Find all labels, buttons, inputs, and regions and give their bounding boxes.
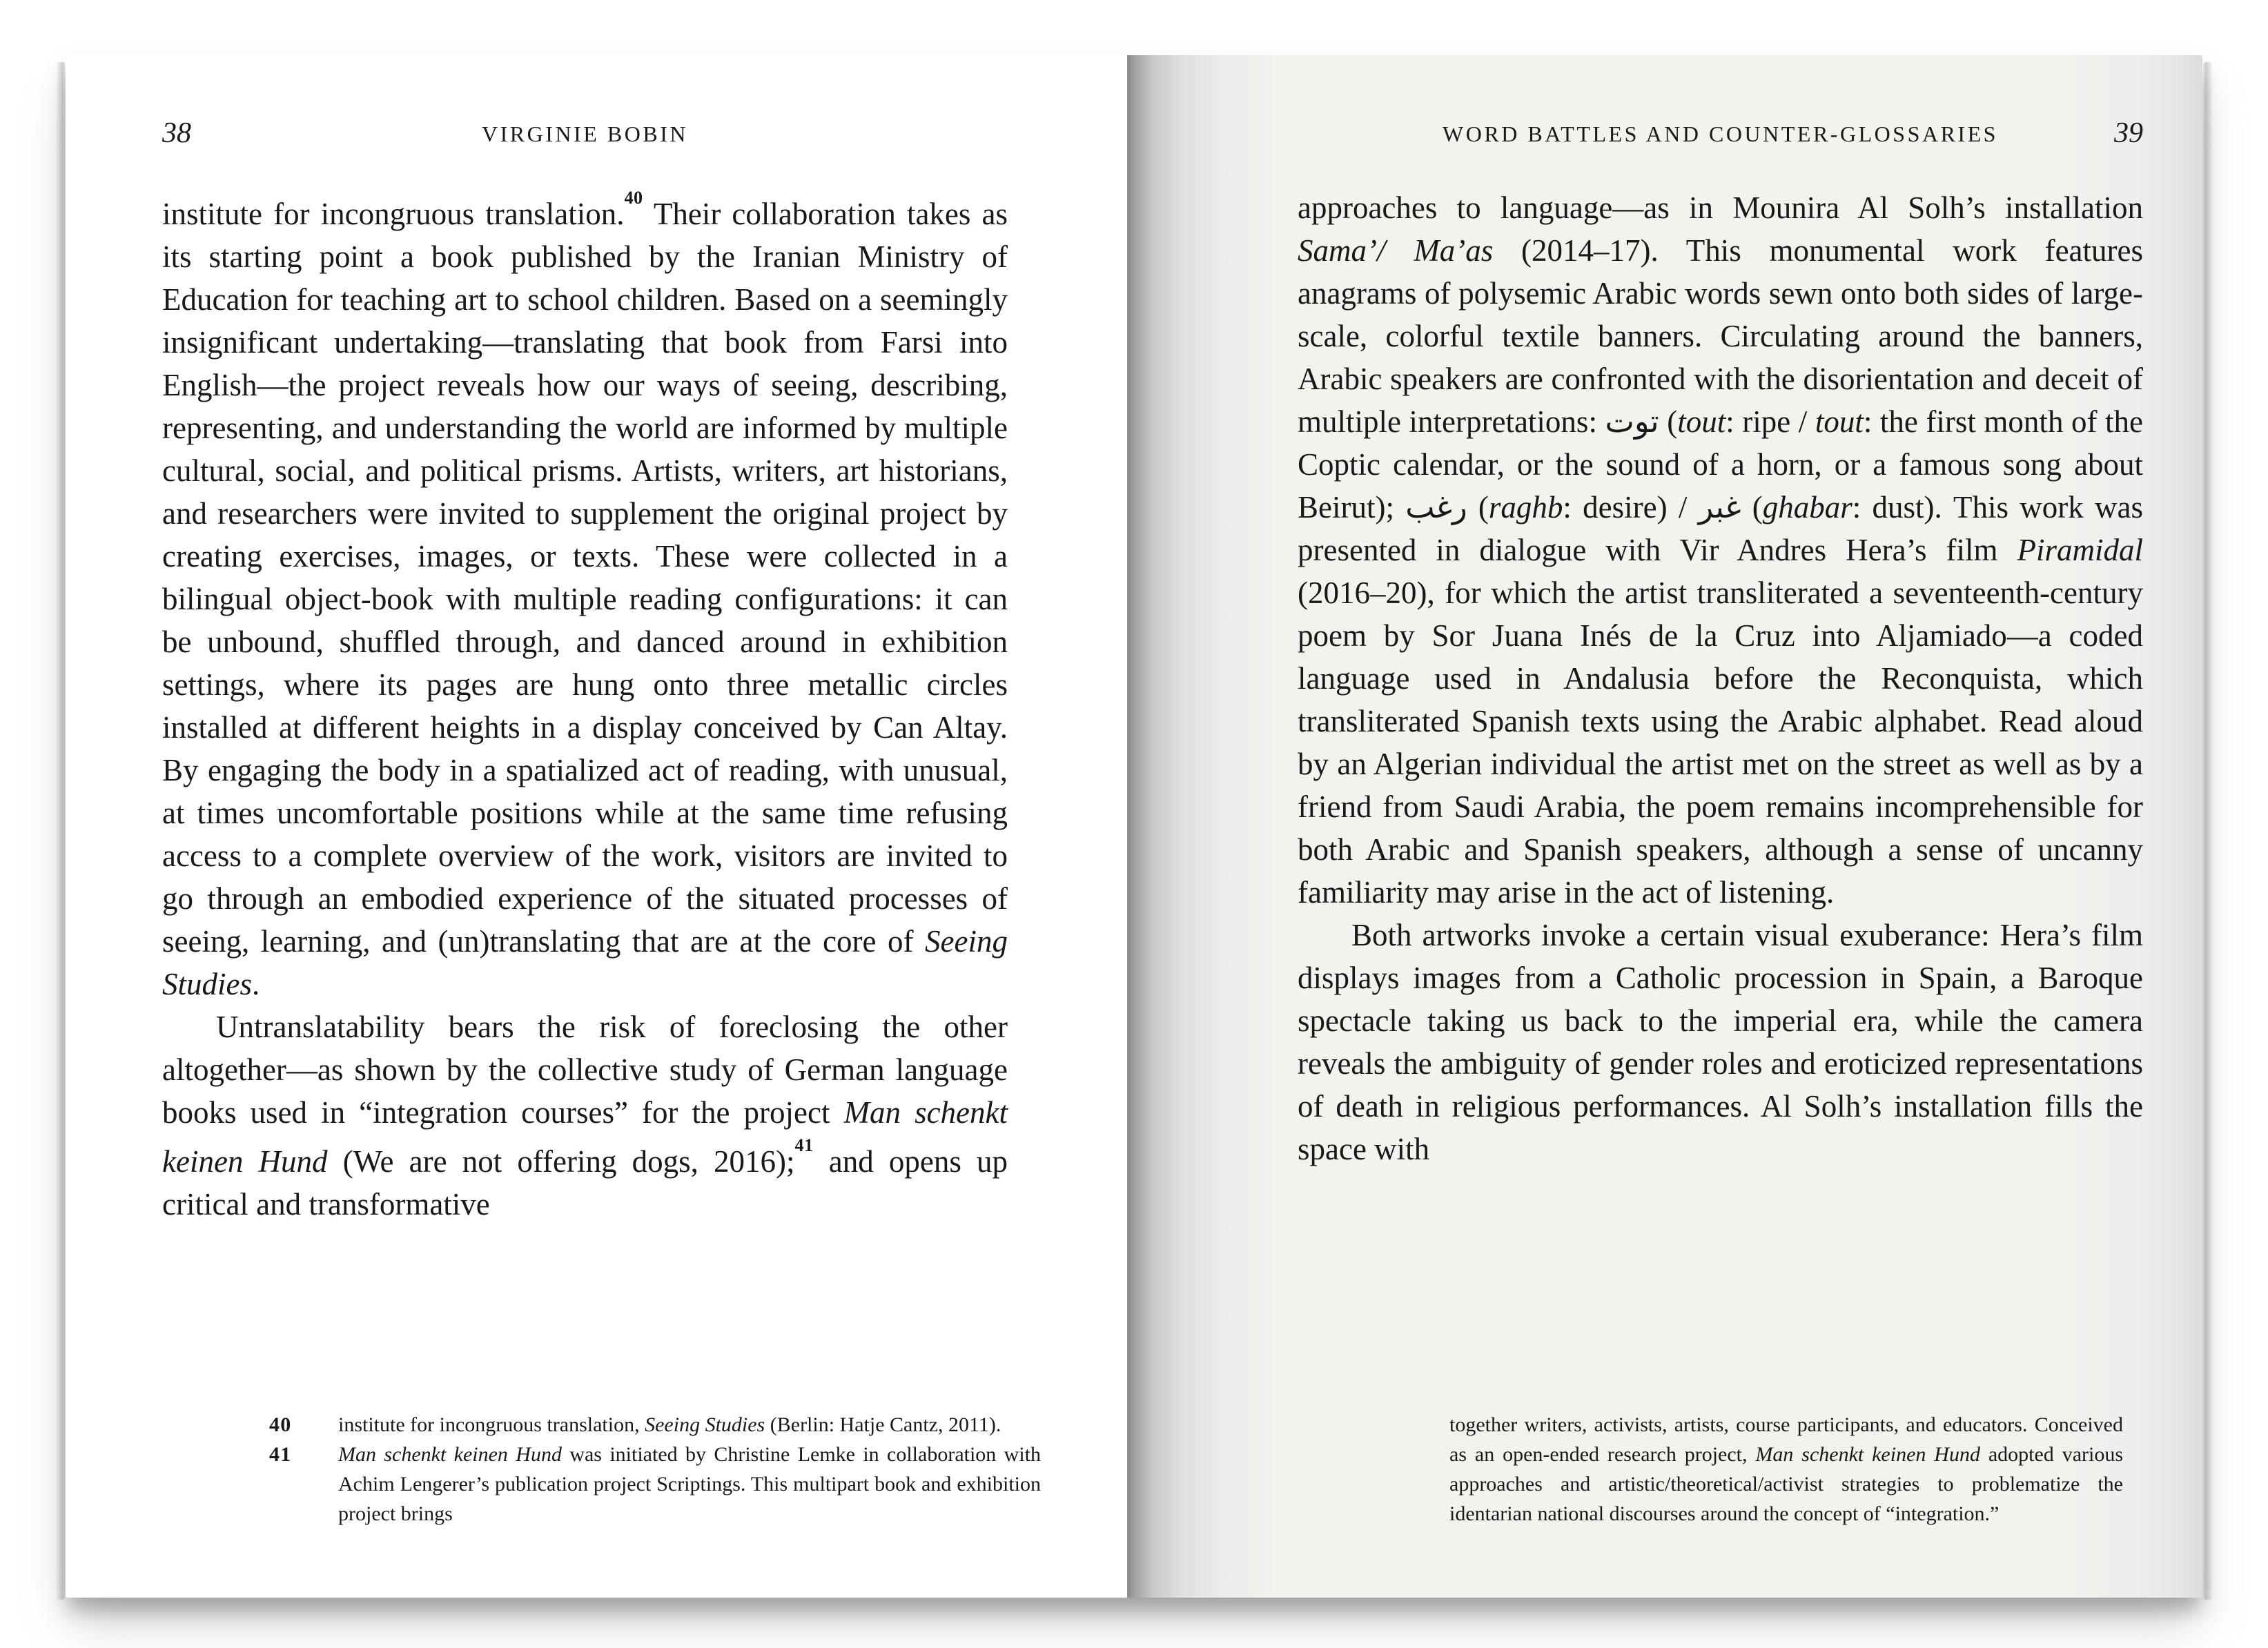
footnote-marker-40: 40 xyxy=(624,187,643,208)
footnote-number: 41 xyxy=(269,1443,292,1466)
italic-run: ghabar xyxy=(1762,490,1852,524)
page-number: 39 xyxy=(2114,117,2143,149)
italic-run: Piramidal xyxy=(2017,533,2143,567)
footnote-41 xyxy=(269,1440,1041,1529)
italic-run: Man schenkt keinen Hund xyxy=(162,1095,1008,1179)
italic-run: Man schenkt keinen Hund xyxy=(338,1443,562,1466)
text-run: adopted various approaches and artistic/theoretical/activist strategies to problematize the identarian national discourses around the concept of “integration.” xyxy=(1449,1443,2124,1525)
right-page-body xyxy=(1298,186,2143,1170)
text-run: (Berlin: Hatje Cantz, 2011). xyxy=(765,1413,1001,1436)
text-run: . xyxy=(252,967,260,1001)
body-paragraph xyxy=(1298,186,2143,914)
running-head: WORD BATTLES AND COUNTER-GLOSSARIES xyxy=(1443,121,1998,146)
body-paragraph xyxy=(1298,914,2143,1170)
italic-run: tout xyxy=(1677,404,1726,439)
page-stack-edge-left xyxy=(56,62,66,1600)
italic-run: Seeing Studies xyxy=(162,924,1008,1001)
text-run: approaches to language—as in Mounira Al Solh’s installation xyxy=(1298,190,2143,225)
italic-run: tout xyxy=(1815,404,1864,439)
left-page-body xyxy=(162,186,1008,1226)
italic-run: Man schenkt keinen Hund xyxy=(1755,1443,1980,1466)
italic-run: raghb xyxy=(1488,490,1563,524)
book-spread xyxy=(66,55,2202,1598)
text-run: institute for incongruous translation. xyxy=(162,197,625,231)
text-run: and opens up critical and transformative xyxy=(162,1144,1008,1222)
text-run: Their collaboration takes as its starting point a book published by the Iranian Ministry of Education for teaching art to school children. Based on a seemingly insignificant undertaking—translating that book from Farsi into English—the project reveals how our ways of seeing, describing, representing, and understanding the world are informed by multiple cultural, social, and political prisms. Artists, writers, art historians, and researchers were invited to supplement the original project by creating exercises, images, or texts. These were collected in a bilingual object-book with multiple reading configurations: it can be unbound, shuffled through, and danced around in exhibition settings, where its pages are hung onto three metallic circles installed at different heights in a display conceived by Can Altay. By engaging the body in a spatialized act of reading, with unusual, at times uncomfortable positions while at the same time refusing access to a complete overview of the work, visitors are invited to go through an embodied experience of the situated processes of seeing, learning, and (un)translating that are at the core of xyxy=(162,197,1008,959)
footnote-40 xyxy=(269,1410,1041,1440)
text-run: together writers, activists, artists, course participants, and educators. Conceived as an open-ended research project, xyxy=(1449,1413,2123,1466)
text-run: (2014–17). This monumental work features anagrams of polysemic Arabic words sewn onto both sides of large-scale, colorful textile banners. Circulating around the banners, Arabic speakers are confronted with the disorientation and deceit of multiple interpretations: توت ( xyxy=(1298,233,2143,439)
text-run: Both artworks invoke a certain visual exuberance: Hera’s film displays images from a Catholic procession in Spain, a Baroque spectacle taking us back to the imperial era, while the camera reveals the ambiguity of gender roles and eroticized representations of death in religious performances. Al Solh’s installation fills the space with xyxy=(1298,918,2143,1166)
text-run: institute for incongruous translation, xyxy=(338,1413,645,1436)
running-head: VIRGINIE BOBIN xyxy=(481,121,689,146)
right-page-header xyxy=(1298,113,2143,155)
right-page-footnotes xyxy=(1449,1410,2123,1529)
left-page xyxy=(66,55,1127,1598)
text-run: Untranslatability bears the risk of foreclosing the other altogether—as shown by the collective study of German language books used in “integration courses” for the project xyxy=(162,1010,1008,1130)
italic-run: Sama’/ Ma’as xyxy=(1298,233,1494,268)
footnote-marker-41: 41 xyxy=(794,1135,814,1155)
body-paragraph xyxy=(162,186,1008,1006)
text-run: : dust). This work was presented in dialogue with Vir Andres Hera’s film xyxy=(1298,490,2143,567)
left-page-footnotes xyxy=(269,1410,1041,1529)
text-run: (We are not offering dogs, 2016); xyxy=(327,1144,795,1179)
footnote-text xyxy=(338,1440,1041,1529)
text-run: : ripe / xyxy=(1726,404,1815,439)
page-number: 38 xyxy=(162,117,191,149)
page-stack-edge-right xyxy=(2203,62,2213,1600)
right-page xyxy=(1127,55,2202,1598)
footnote-text xyxy=(338,1410,1041,1440)
footnote-41-continuation xyxy=(1449,1410,2123,1529)
text-run: : the first month of the Coptic calendar, or the sound of a horn, or a famous song about Beirut); رغب ( xyxy=(1298,404,2143,524)
text-run: : desire) / غبر ( xyxy=(1563,490,1763,524)
text-run: (2016–20), for which the artist transliterated a seventeenth-century poem by Sor Juana Inés de la Cruz into Aljamiado—a coded language used in Andalusia before the Reconquista, which transliterated Spanish texts using the Arabic alphabet. Read aloud by an Algerian individual the artist met on the street as well as by a friend from Saudi Arabia, the poem remains incomprehensible for both Arabic and Spanish speakers, although a sense of uncanny familiarity may arise in the act of listening. xyxy=(1298,576,2143,910)
text-run: was initiated by Christine Lemke in collaboration with Achim Lengerer’s publication project Scriptings. This multipart book and exhibition project brings xyxy=(338,1443,1041,1525)
left-page-header xyxy=(162,113,1008,155)
body-paragraph xyxy=(162,1006,1008,1226)
italic-run: Seeing Studies xyxy=(645,1413,765,1436)
footnote-number: 40 xyxy=(269,1413,292,1436)
